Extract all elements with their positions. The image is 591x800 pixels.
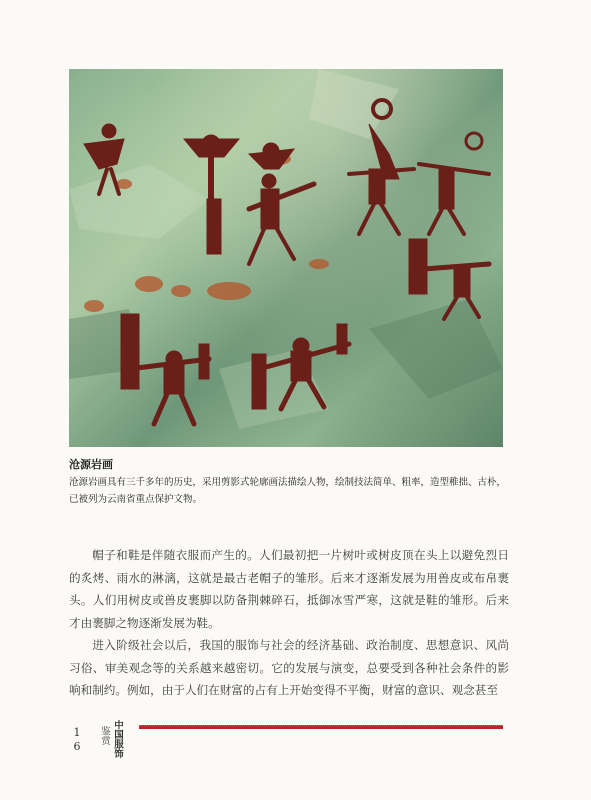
figure-caption-title: 沧源岩画 [69, 458, 113, 471]
figure-caption-text: 沧源岩画具有三千多年的历史，采用剪影式轮廓画法描绘人物，绘制技法简单、粗率，造型稚拙、古朴，已被列为云南省重点保护文物。 [69, 477, 507, 505]
main-body-text [69, 544, 509, 702]
section-label: 鉴赏 [99, 726, 110, 745]
rock-painting-photo [69, 69, 503, 447]
footer-red-rule [139, 725, 503, 729]
page-number: 1 6 [73, 726, 81, 753]
book-title-label: 中国服饰 [112, 720, 123, 758]
rock-painting-illustration [69, 69, 503, 447]
body-paragraph: 帽子和鞋是伴随衣服而产生的。人们最初把一片树叶或树皮顶在头上以避免烈日的炙烤、雨水的淋漓，这就是最古老帽子的雏形。后来才逐渐发展为用兽皮或布帛裹头。人们用树皮或兽皮裹脚以防备荆棘碎石，抵御冰雪严寒，这就是鞋的雏形。后来才由裹脚之物逐渐发展为鞋。 [69, 548, 509, 630]
body-paragraph: 进入阶级社会以后，我国的服饰与社会的经济基础、政治制度、思想意识、风尚习俗、审美观念等的关系越来越密切。它的发展与演变，总要受到各种社会条件的影响和制约。例如，由于人们在财富的占有上开始变得不平衡，财富的意识、观念甚至 [69, 638, 509, 697]
